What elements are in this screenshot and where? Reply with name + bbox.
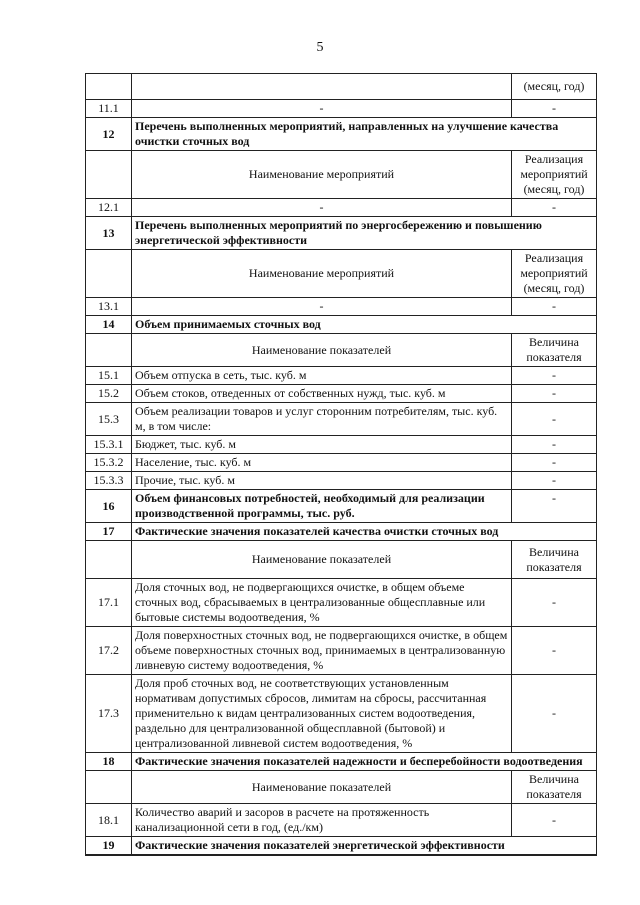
row-number: 17.3	[86, 675, 132, 753]
table-row	[86, 74, 597, 100]
row-name: Объем стоков, отведенных от собственных нужд, тыс. куб. м	[132, 385, 512, 403]
row-number: 11.1	[86, 100, 132, 118]
table-row	[86, 804, 597, 837]
table-row	[86, 436, 597, 454]
table-row	[86, 385, 597, 403]
row-name: Доля поверхностных сточных вод, не подвергающихся очистке, в общем объеме поверхностных сточных вод, принимаемых в централизованную ливневую систему водоотведения, %	[132, 627, 512, 675]
row-number	[86, 74, 132, 100]
section-number: 12	[86, 118, 132, 151]
section-title: Фактические значения показателей энергетической эффективности	[132, 837, 597, 856]
header-value: Реализация мероприятий (месяц, год)	[512, 151, 597, 199]
row-name: Население, тыс. куб. м	[132, 454, 512, 472]
row-value: -	[512, 298, 597, 316]
header-row	[86, 151, 597, 199]
header-name: Наименование показателей	[132, 541, 512, 579]
row-name: Доля проб сточных вод, не соответствующих установленным нормативам допустимых сбросов, лимитам на сбросы, рассчитанная применительно к видам централизованных систем водоотведения, раздельно для централизованной общесплавной (бытовой) и централизованной ливневой систем водоотведения, %	[132, 675, 512, 753]
section-title: Фактические значения показателей качества очистки сточных вод	[132, 523, 597, 541]
section-title: Объем принимаемых сточных вод	[132, 316, 597, 334]
row-number: 12.1	[86, 199, 132, 217]
row-value: -	[512, 454, 597, 472]
section-value: -	[512, 490, 597, 523]
document-table	[85, 73, 597, 856]
row-name: Бюджет, тыс. куб. м	[132, 436, 512, 454]
row-value: -	[512, 385, 597, 403]
header-row	[86, 250, 597, 298]
section-row	[86, 753, 597, 771]
table-row	[86, 454, 597, 472]
header-name: Наименование мероприятий	[132, 151, 512, 199]
section-number: 17	[86, 523, 132, 541]
section-number: 13	[86, 217, 132, 250]
header-name: Наименование показателей	[132, 771, 512, 804]
section-row	[86, 118, 597, 151]
table-row	[86, 199, 597, 217]
section-number: 18	[86, 753, 132, 771]
header-value: Величина показателя	[512, 541, 597, 579]
row-name: Прочие, тыс. куб. м	[132, 472, 512, 490]
header-name: Наименование показателей	[132, 334, 512, 367]
section-row	[86, 837, 597, 856]
section-number: 14	[86, 316, 132, 334]
header-name: Наименование мероприятий	[132, 250, 512, 298]
row-name: -	[132, 199, 512, 217]
section-number: 19	[86, 837, 132, 856]
row-name: Объем реализации товаров и услуг сторонним потребителям, тыс. куб. м, в том числе:	[132, 403, 512, 436]
row-number: 15.3.2	[86, 454, 132, 472]
row-value: -	[512, 579, 597, 627]
header-row	[86, 541, 597, 579]
table-row	[86, 627, 597, 675]
section-title: Перечень выполненных мероприятий, направленных на улучшение качества очистки сточных вод	[132, 118, 597, 151]
row-number: 17.1	[86, 579, 132, 627]
table-row	[86, 472, 597, 490]
row-number: 15.3.3	[86, 472, 132, 490]
row-value: -	[512, 199, 597, 217]
row-value: -	[512, 367, 597, 385]
row-value: -	[512, 627, 597, 675]
row-name: -	[132, 298, 512, 316]
header-value: Реализация мероприятий (месяц, год)	[512, 250, 597, 298]
row-name: Количество аварий и засоров в расчете на протяженность канализационной сети в год, (ед./км)	[132, 804, 512, 837]
row-number: 13.1	[86, 298, 132, 316]
section-title: Перечень выполненных мероприятий по энергосбережению и повышению энергетической эффективности	[132, 217, 597, 250]
header-row	[86, 771, 597, 804]
row-name: -	[132, 100, 512, 118]
section-row	[86, 523, 597, 541]
table-row	[86, 298, 597, 316]
row-number: 15.3	[86, 403, 132, 436]
section-number: 16	[86, 490, 132, 523]
section-row	[86, 217, 597, 250]
table-row	[86, 100, 597, 118]
header-value: Величина показателя	[512, 771, 597, 804]
row-value: -	[512, 403, 597, 436]
row-value: -	[512, 436, 597, 454]
row-number: 15.3.1	[86, 436, 132, 454]
row-number: 15.2	[86, 385, 132, 403]
row-name: Объем отпуска в сеть, тыс. куб. м	[132, 367, 512, 385]
row-value: -	[512, 472, 597, 490]
table-row	[86, 675, 597, 753]
header-row	[86, 334, 597, 367]
row-name: Доля сточных вод, не подвергающихся очистке, в общем объеме сточных вод, сбрасываемых в централизованные общесплавные или бытовые системы водоотведения, %	[132, 579, 512, 627]
row-name	[132, 74, 512, 100]
row-value: -	[512, 675, 597, 753]
section-row	[86, 316, 597, 334]
row-value: -	[512, 804, 597, 837]
table-row	[86, 367, 597, 385]
section-title: Объем финансовых потребностей, необходимый для реализации производственной программы, тыс. руб.	[132, 490, 512, 523]
row-value: (месяц, год)	[512, 74, 597, 100]
table-row	[86, 579, 597, 627]
section-title: Фактические значения показателей надежности и бесперебойности водоотведения	[132, 753, 597, 771]
header-value: Величина показателя	[512, 334, 597, 367]
row-number: 17.2	[86, 627, 132, 675]
row-number: 15.1	[86, 367, 132, 385]
table-row	[86, 403, 597, 436]
row-number: 18.1	[86, 804, 132, 837]
section-row	[86, 490, 597, 523]
row-value: -	[512, 100, 597, 118]
page-number: 5	[316, 40, 324, 55]
